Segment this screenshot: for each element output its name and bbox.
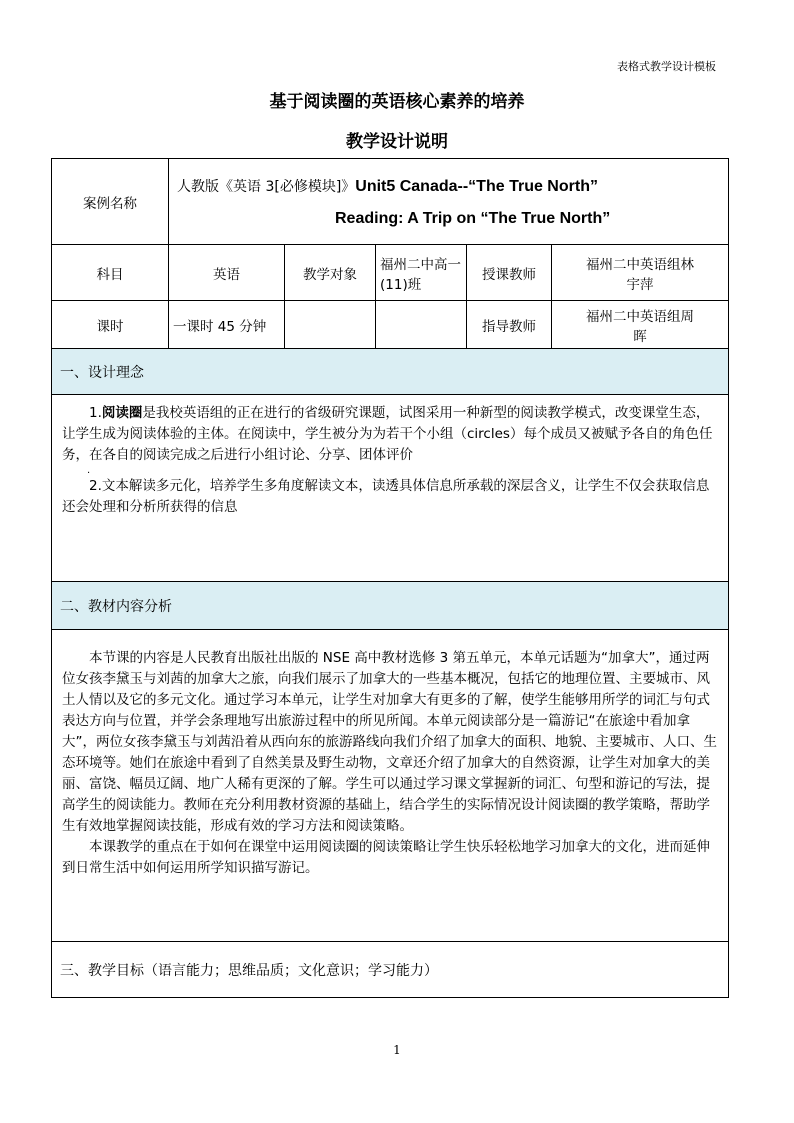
teacher-value	[552, 245, 729, 301]
section1-body-row	[52, 395, 729, 582]
target-value: 福州二中高一(11)班	[376, 245, 467, 301]
section1-heading-row	[52, 349, 729, 395]
teacher-value-text: 福州二中英语组林宇萍	[586, 256, 694, 293]
document-title: 基于阅读圈的英语核心素养的培养	[269, 92, 525, 112]
case-label: 案例名称	[52, 159, 169, 245]
stray-mark: .	[87, 465, 91, 476]
p1-rest: 是我校英语组的正在进行的省级研究课题，试图采用一种新型的阅读教学模式，改变课堂生态，让学生成为阅读体验的主体。在阅读中，学生被分为为若干个小组（circles）每个成员又被赋予各自的角色任务，在各自的阅读完成之后进行小组讨论、分享、团体评价	[62, 405, 713, 463]
case-row	[52, 159, 729, 245]
guide-value-text: 福州二中英语组周晖	[586, 308, 694, 345]
section1-paragraph-1	[62, 403, 718, 466]
design-table	[51, 158, 729, 998]
case-value	[169, 159, 729, 245]
section2-heading-row	[52, 582, 729, 630]
p1-bold: 阅读圈	[101, 405, 143, 421]
period-value: 一课时 45 分钟	[169, 301, 285, 349]
period-row	[52, 301, 729, 349]
section2-heading: 二、教材内容分析	[52, 582, 729, 630]
subject-label: 科目	[52, 245, 169, 301]
target-label: 教学对象	[285, 245, 376, 301]
section1-paragraph-2: 2.文本解读多元化，培养学生多角度解读文本，读透具体信息所承载的深层含义，让学生不仅会获取信息还会处理和分析所获得的信息	[62, 478, 710, 515]
section1-body	[52, 395, 729, 582]
case-book: 人教版《英语 3[必修模块]》	[177, 178, 356, 195]
case-reading: Reading: A Trip on “The True North”	[335, 209, 611, 227]
page-number: 1	[393, 1043, 401, 1057]
empty-cell-b	[376, 301, 467, 349]
section2-body-row	[52, 630, 729, 942]
section2-paragraph-2: 本课教学的重点在于如何在课堂中运用阅读圈的阅读策略让学生快乐轻松地学习加拿大的文化，进而延伸到日常生活中如何运用所学知识描写游记。	[62, 839, 710, 876]
teacher-label: 授课教师	[467, 245, 552, 301]
guide-label: 指导教师	[467, 301, 552, 349]
section1-heading: 一、设计理念	[52, 349, 729, 395]
case-title-line2	[173, 210, 724, 228]
section3-heading-row	[52, 942, 729, 998]
guide-value	[552, 301, 729, 349]
section3-heading: 三、教学目标（语言能力；思维品质；文化意识；学习能力）	[52, 942, 729, 998]
period-label: 课时	[52, 301, 169, 349]
p1-prefix: 1.	[89, 405, 102, 421]
template-label: 表格式教学设计模板	[617, 60, 716, 73]
document-subtitle: 教学设计说明	[346, 132, 448, 152]
case-unit: Unit5 Canada--“The True North”	[355, 177, 598, 195]
section2-body	[52, 630, 729, 942]
subject-row	[52, 245, 729, 301]
subject-value: 英语	[169, 245, 285, 301]
case-title-line1	[173, 176, 724, 196]
empty-cell-a	[285, 301, 376, 349]
section2-paragraph-1: 本节课的内容是人民教育出版社出版的 NSE 高中教材选修 3 第五单元，本单元话题为“加拿大”，通过两位女孩李黛玉与刘茜的加拿大之旅，向我们展示了加拿大的一些基本概况，包括它的地理位置、主要城市、风土人情以及它的多元文化。通过学习本单元，让学生对加拿大有更多的了解，使学生能够用所学的词汇与句式表达方向与位置，并学会条理地写出旅游过程中的所见所闻。本单元阅读部分是一篇游记“在旅途中看加拿大”，两位女孩李黛玉与刘茜沿着从西向东的旅游路线向我们介绍了加拿大的面积、地貌、主要城市、人口、生态环境等。她们在旅途中看到了自然美景及野生动物，文章还介绍了加拿大的自然资源，让学生对加拿大的美丽、富饶、幅员辽阔、地广人稀有更深的了解。学生可以通过学习课文掌握新的词汇、句型和游记的写法，提高学生的阅读能力。教师在充分利用教材资源的基础上，结合学生的实际情况设计阅读圈的教学策略，帮助学生有效地掌握阅读技能，形成有效的学习方法和阅读策略。	[62, 650, 717, 834]
